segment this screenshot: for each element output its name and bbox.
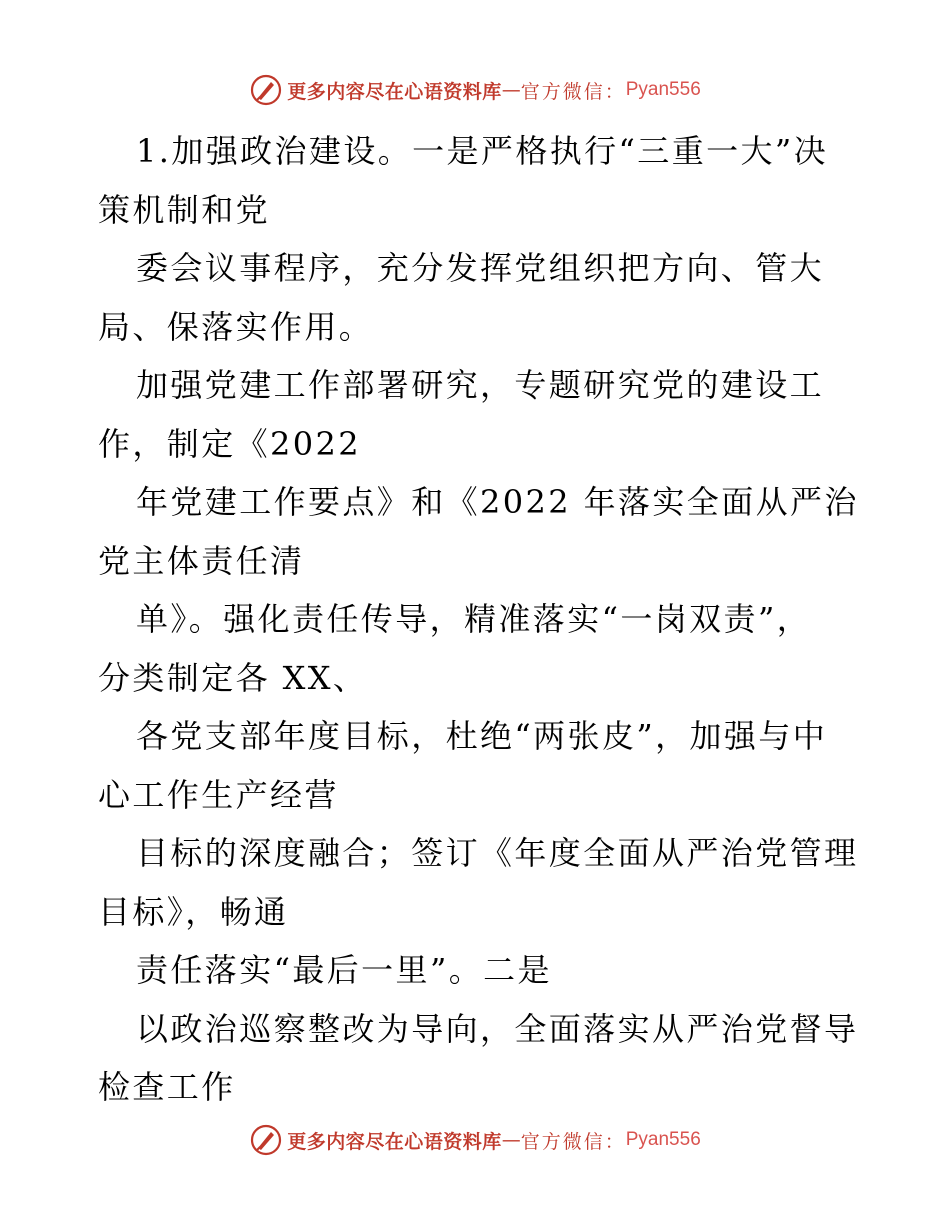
body-text-line: 委会议事程序，充分发挥党组织把方向、管大 — [136, 249, 825, 287]
body-text-line: 党主体责任清 — [98, 541, 305, 580]
watermark-wechat-handle: Pyan556 — [625, 79, 701, 100]
quill-logo-icon — [249, 1123, 283, 1157]
body-text-line: 加强党建工作部署研究，专题研究党的建设工 — [136, 366, 825, 404]
watermark-site-name: 更多内容尽在心语资料库 — [287, 80, 502, 103]
watermark-site-name: 更多内容尽在心语资料库 — [287, 1130, 502, 1153]
body-text-line: 年党建工作要点》和《2022 年落实全面从严治 — [136, 483, 859, 521]
body-text-line: 目标》，畅通 — [98, 892, 289, 931]
body-text-line: 目标的深度融合；签订《年度全面从严治党管理 — [136, 834, 859, 872]
body-text-line: 心工作生产经营 — [98, 775, 339, 814]
body-text-line: 各党支部年度目标，杜绝“两张皮”，加强与中 — [136, 717, 828, 755]
watermark-wechat-handle: Pyan556 — [625, 1129, 701, 1150]
body-text-line: 局、保落实作用。 — [98, 307, 374, 346]
body-text-line: 责任落实“最后一里”。二是 — [136, 951, 552, 989]
header-watermark — [0, 72, 950, 108]
body-text-line: 以政治巡察整改为导向，全面落实从严治党督导 — [136, 1009, 859, 1048]
quill-logo-icon — [249, 73, 283, 107]
body-text-line: 单》。强化责任传导，精准落实“一岗双责”， — [136, 600, 812, 638]
watermark-wechat-label: 官方微信： — [520, 1130, 626, 1153]
body-text-line: 作，制定《2022 — [98, 424, 362, 463]
body-text-line: 分类制定各 XX、 — [98, 658, 368, 697]
watermark-wechat-label: 官方微信： — [520, 80, 626, 103]
body-text-line: 1.加强政治建设。一是严格执行“三重一大”决 — [136, 132, 829, 170]
body-text-line: 检查工作 — [98, 1068, 236, 1106]
footer-watermark — [0, 1122, 950, 1158]
document-body — [98, 122, 868, 1117]
watermark-separator: — — [501, 79, 521, 101]
watermark-separator: — — [501, 1129, 521, 1151]
body-text-line: 策机制和党 — [98, 190, 271, 229]
